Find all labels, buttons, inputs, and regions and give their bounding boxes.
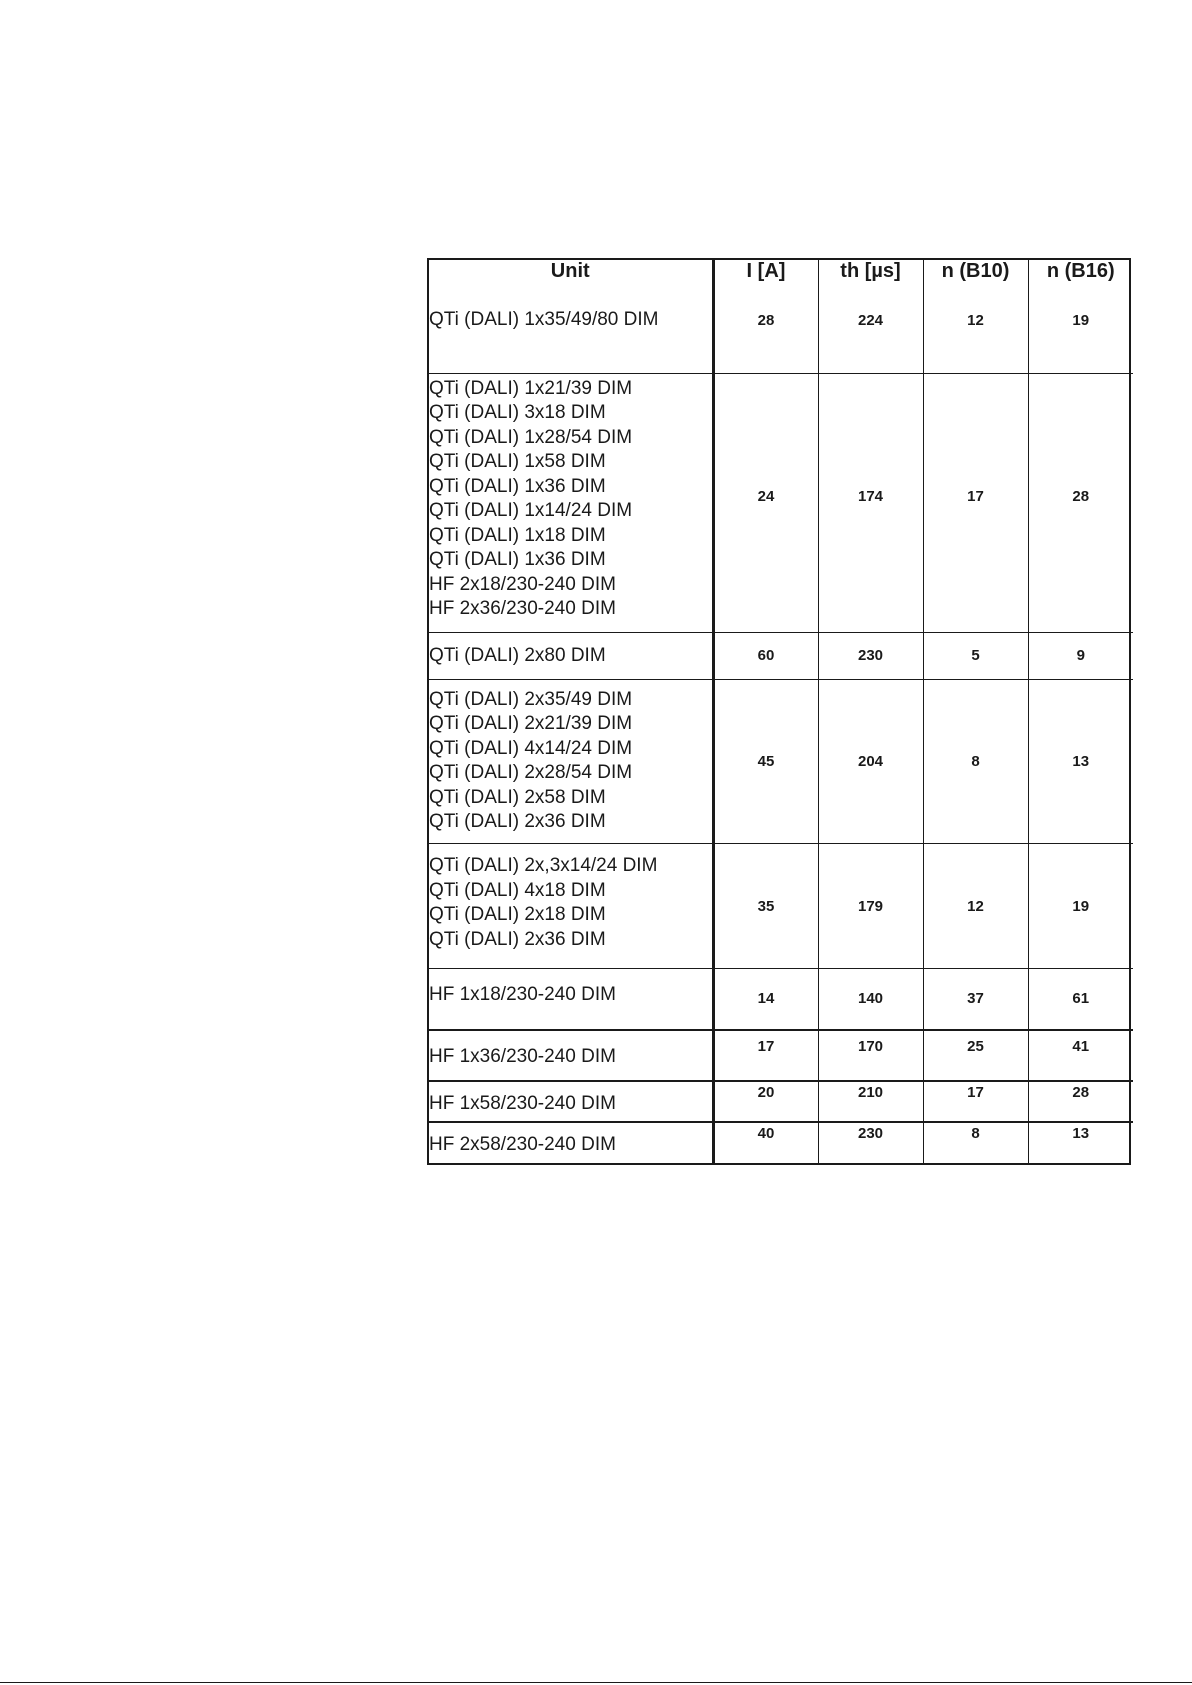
unit-name: QTi (DALI) 3x18 DIM (429, 402, 606, 424)
unit-cell (429, 844, 713, 968)
time-cell: 170 (818, 1030, 923, 1081)
time-cell: 210 (818, 1081, 923, 1122)
current-cell: 17 (713, 1030, 818, 1081)
table-row (429, 632, 1133, 679)
ballast-inrush-table (429, 260, 1133, 1163)
n-b16-cell: 28 (1028, 1081, 1133, 1122)
table-row (429, 679, 1133, 844)
unit-name: QTi (DALI) 1x18 DIM (429, 524, 606, 546)
unit-name: QTi (DALI) 4x14/24 DIM (429, 737, 633, 759)
time-cell: 230 (818, 632, 923, 679)
unit-name: QTi (DALI) 2x28/54 DIM (429, 762, 633, 784)
time-cell: 230 (818, 1122, 923, 1163)
time-cell: 179 (818, 844, 923, 968)
unit-cell (429, 1030, 713, 1081)
header-time: th [µs] (818, 260, 923, 288)
unit-cell (429, 632, 713, 679)
current-cell: 28 (713, 288, 818, 373)
unit-name: QTi (DALI) 2x21/39 DIM (429, 713, 633, 735)
n-b10-cell: 17 (923, 373, 1028, 632)
header-unit: Unit (550, 260, 590, 282)
unit-cell (429, 1122, 713, 1163)
time-cell: 140 (818, 968, 923, 1029)
unit-name: HF 1x18/230-240 DIM (429, 984, 616, 1006)
unit-name: QTi (DALI) 2x80 DIM (429, 644, 606, 666)
n-b10-cell: 12 (923, 844, 1028, 968)
unit-cell (429, 288, 713, 373)
current-cell: 60 (713, 632, 818, 679)
unit-name: QTi (DALI) 4x18 DIM (429, 879, 606, 901)
header-n-b10: n (B10) (923, 260, 1028, 288)
page-bottom-rule (0, 1682, 1192, 1683)
unit-name: QTi (DALI) 1x21/39 DIM (429, 377, 633, 399)
unit-name: QTi (DALI) 1x36 DIM (429, 549, 606, 571)
time-cell: 204 (818, 679, 923, 844)
current-cell: 20 (713, 1081, 818, 1122)
unit-name: QTi (DALI) 1x58 DIM (429, 451, 606, 473)
unit-name: QTi (DALI) 2x36 DIM (429, 811, 606, 833)
unit-name: QTi (DALI) 1x36 DIM (429, 475, 606, 497)
n-b10-cell: 5 (923, 632, 1028, 679)
unit-name: QTi (DALI) 2x,3x14/24 DIM (429, 855, 658, 877)
n-b10-cell: 37 (923, 968, 1028, 1029)
table-row (429, 373, 1133, 632)
unit-name: QTi (DALI) 2x35/49 DIM (429, 688, 633, 710)
unit-cell (429, 1081, 713, 1122)
n-b16-cell: 19 (1028, 844, 1133, 968)
n-b10-cell: 17 (923, 1081, 1028, 1122)
header-n-b16: n (B16) (1028, 260, 1133, 288)
current-cell: 14 (713, 968, 818, 1029)
unit-name: QTi (DALI) 2x18 DIM (429, 904, 606, 926)
ballast-table-frame (427, 258, 1131, 1165)
current-cell: 35 (713, 844, 818, 968)
unit-name: QTi (DALI) 1x14/24 DIM (429, 500, 633, 522)
current-cell: 24 (713, 373, 818, 632)
n-b16-cell: 61 (1028, 968, 1133, 1029)
table-row (429, 1081, 1133, 1122)
unit-cell (429, 679, 713, 844)
unit-name: HF 2x58/230-240 DIM (429, 1133, 616, 1155)
n-b16-cell: 9 (1028, 632, 1133, 679)
unit-name: QTi (DALI) 2x36 DIM (429, 928, 606, 950)
unit-name: HF 2x18/230-240 DIM (429, 573, 616, 595)
n-b16-cell: 41 (1028, 1030, 1133, 1081)
table-row (429, 288, 1133, 373)
table-header-row (429, 260, 1133, 288)
n-b16-cell: 28 (1028, 373, 1133, 632)
table-row (429, 968, 1133, 1029)
n-b10-cell: 8 (923, 1122, 1028, 1163)
unit-cell (429, 968, 713, 1029)
unit-name: QTi (DALI) 1x35/49/80 DIM (429, 309, 659, 331)
n-b10-cell: 8 (923, 679, 1028, 844)
n-b10-cell: 25 (923, 1030, 1028, 1081)
n-b16-cell: 19 (1028, 288, 1133, 373)
header-current: I [A] (713, 260, 818, 288)
unit-name: HF 1x36/230-240 DIM (429, 1046, 616, 1068)
table-row (429, 844, 1133, 968)
n-b16-cell: 13 (1028, 679, 1133, 844)
time-cell: 224 (818, 288, 923, 373)
unit-name: QTi (DALI) 1x28/54 DIM (429, 426, 633, 448)
n-b16-cell: 13 (1028, 1122, 1133, 1163)
current-cell: 45 (713, 679, 818, 844)
n-b10-cell: 12 (923, 288, 1028, 373)
unit-name: HF 2x36/230-240 DIM (429, 598, 616, 620)
time-cell: 174 (818, 373, 923, 632)
unit-name: HF 1x58/230-240 DIM (429, 1093, 616, 1115)
table-row (429, 1122, 1133, 1163)
current-cell: 40 (713, 1122, 818, 1163)
unit-name: QTi (DALI) 2x58 DIM (429, 786, 606, 808)
table-row (429, 1030, 1133, 1081)
unit-cell (429, 373, 713, 632)
